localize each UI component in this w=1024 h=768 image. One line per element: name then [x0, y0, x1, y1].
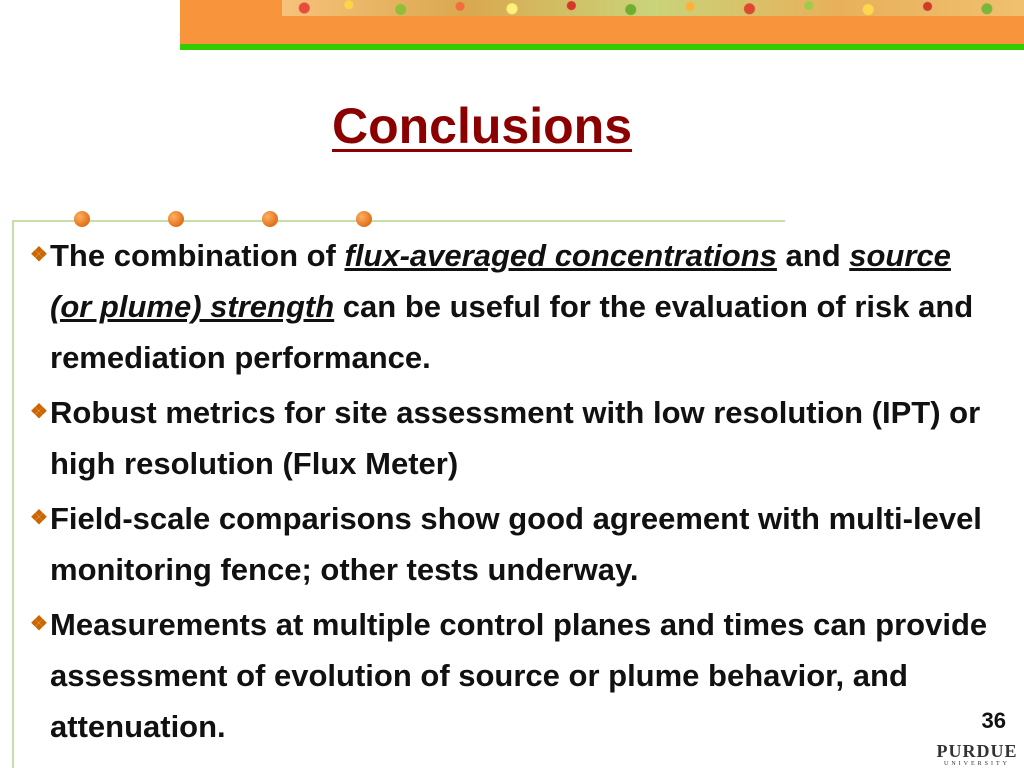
bullet-text: can be useful for the evaluation of risk and remediation performance.: [50, 289, 974, 375]
bullet-emphasis: flux-averaged concentrations: [344, 238, 777, 273]
bullet-text: Measurements at multiple control planes and times can provide assessment of evolution of source or plume behavior, and attenuation.: [50, 607, 988, 744]
diamond-bullet-icon: ❖: [30, 507, 48, 529]
bullet-emphasis: source (or plume) strength: [50, 238, 951, 324]
decoration-dot: [356, 211, 372, 227]
diamond-bullet-icon: ❖: [30, 244, 48, 266]
diamond-bullet-icon: ❖: [30, 613, 48, 635]
bullet-item: [30, 599, 990, 752]
header-blank: [0, 0, 180, 50]
diamond-bullet-icon: ❖: [30, 401, 48, 423]
bullet-list: [30, 230, 990, 756]
bullet-item: [30, 493, 990, 595]
logo-sub-text: UNIVERSITY: [944, 761, 1010, 767]
bullet-item: [30, 230, 990, 383]
decoration-dot: [74, 211, 90, 227]
bullet-item: [30, 387, 990, 489]
floral-banner-image: [282, 0, 1024, 16]
green-accent-bar: [180, 44, 1024, 50]
slide-title: Conclusions: [331, 98, 633, 154]
bullet-text: The combination of: [50, 238, 345, 273]
bullet-text: and: [776, 238, 850, 273]
decoration-dot: [168, 211, 184, 227]
decoration-dot: [262, 211, 278, 227]
purdue-logo: [930, 742, 1024, 768]
bullet-text: Field-scale comparisons show good agreement with multi-level monitoring fence; other tests underway.: [50, 501, 982, 587]
page-number: 36: [981, 708, 1006, 733]
bullet-text: Robust metrics for site assessment with low resolution (IPT) or high resolution (Flux Meter): [50, 395, 981, 481]
logo-main-text: PURDUE: [936, 741, 1018, 761]
